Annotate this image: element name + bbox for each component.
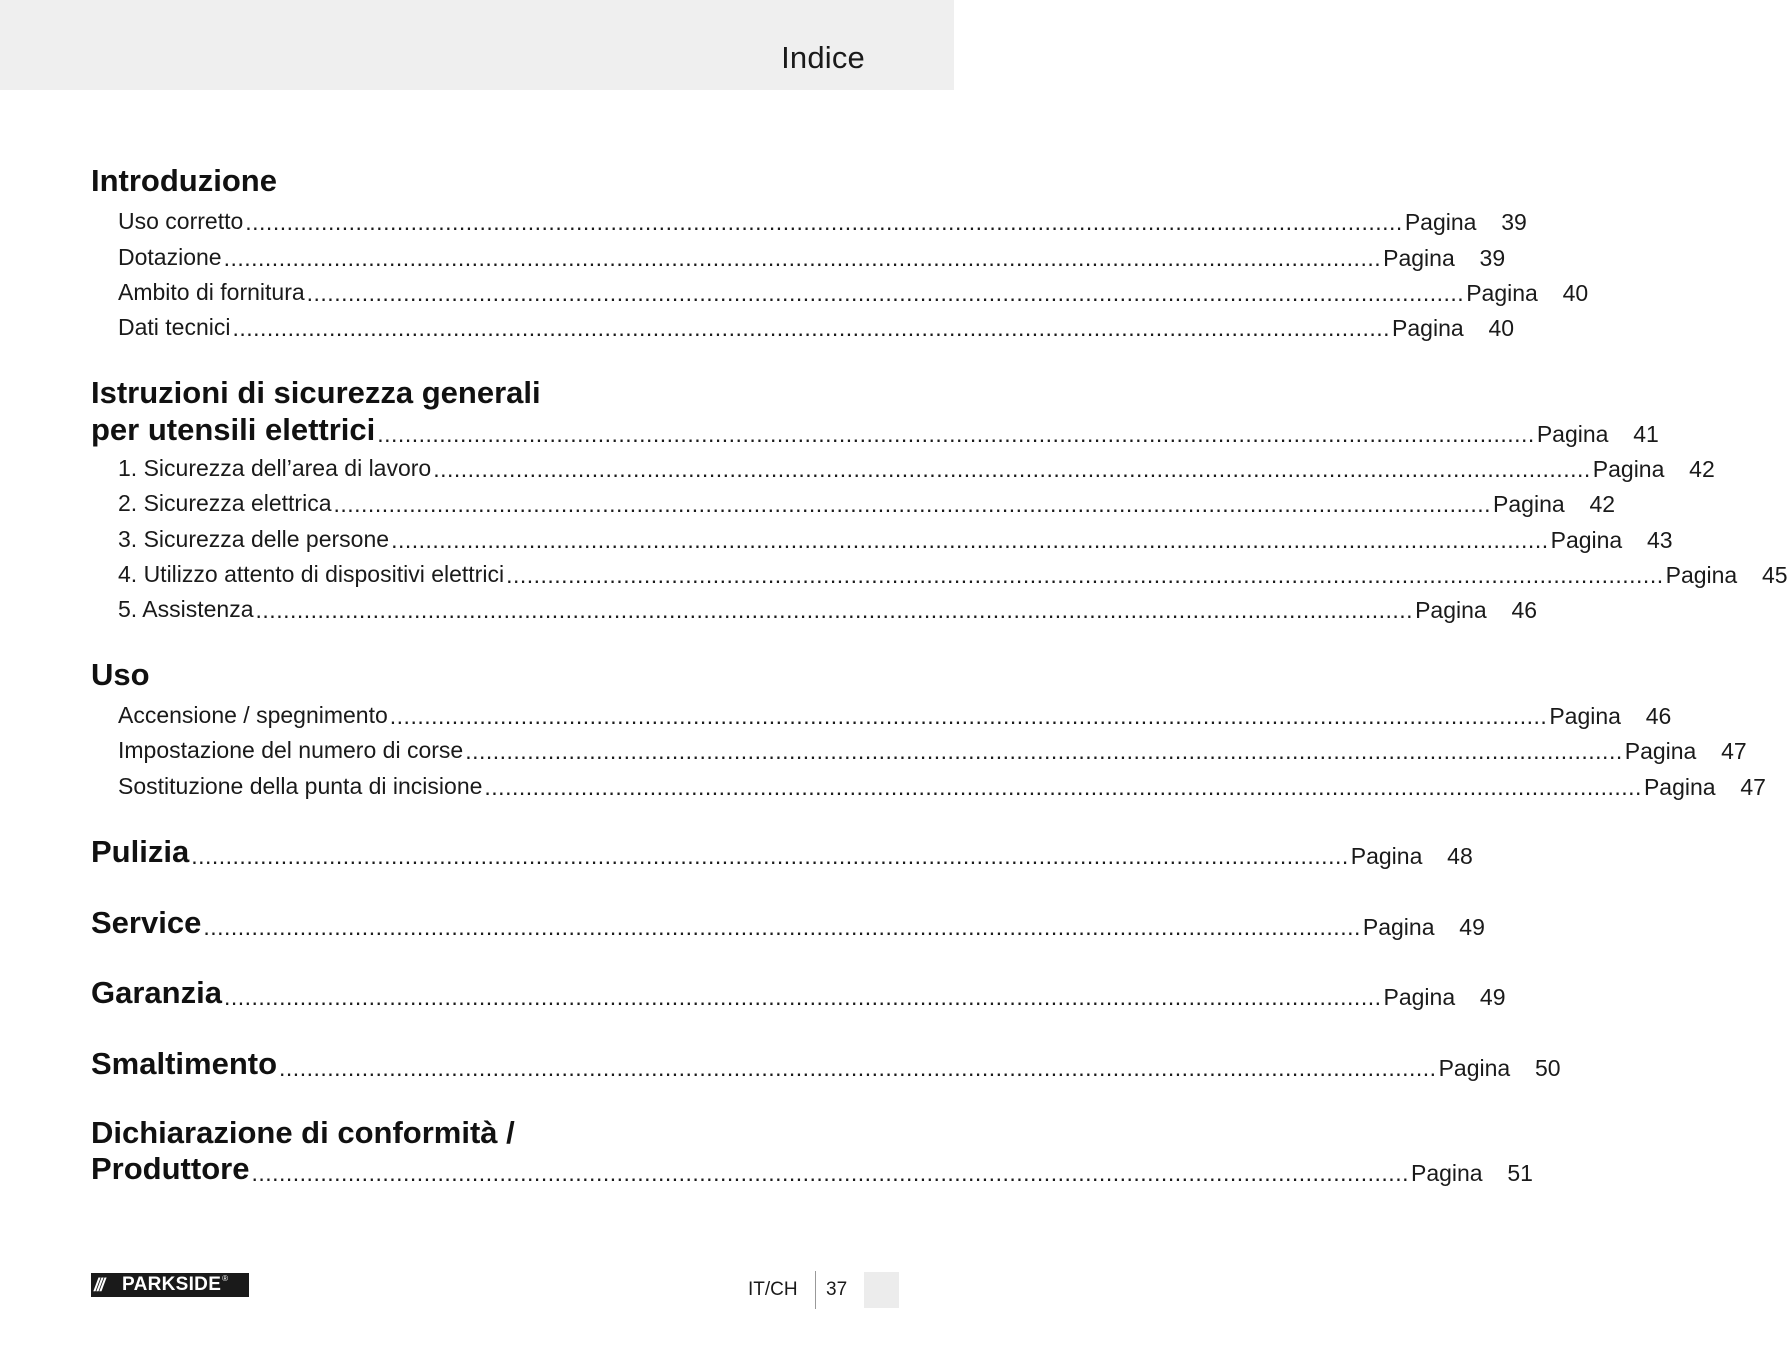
page-word: Pagina bbox=[1392, 315, 1464, 341]
dot-leader: ........................................................................................................................................................................ bbox=[251, 1160, 1409, 1186]
dot-leader: ........................................................................................................................................................................ bbox=[223, 984, 1382, 1010]
page-number: 49 bbox=[1479, 984, 1506, 1010]
toc-entry-label: Uso corretto bbox=[118, 208, 244, 234]
toc-heading-entry bbox=[91, 974, 1506, 1010]
dot-leader: ........................................................................................................................................................................ bbox=[389, 703, 1548, 729]
toc-entry-label: 1. Sicurezza dell’area di lavoro bbox=[118, 455, 432, 481]
dot-leader: ........................................................................................................................................................................ bbox=[232, 315, 1391, 341]
dot-leader: ........................................................................................................................................................................ bbox=[506, 562, 1664, 588]
section-title-pulizia: Pulizia bbox=[91, 834, 190, 869]
page-number: 42 bbox=[1589, 491, 1616, 517]
section-title-dichiarazione-line2: Produttore bbox=[91, 1151, 250, 1186]
toc-entry bbox=[91, 203, 1527, 235]
section-title-uso: Uso bbox=[91, 657, 150, 692]
section-title-garanzia: Garanzia bbox=[91, 975, 222, 1010]
section-title-dichiarazione-line1: Dichiarazione di conformità / bbox=[91, 1115, 515, 1150]
dot-leader: ........................................................................................................................................................................ bbox=[223, 245, 1382, 271]
dot-leader: ........................................................................................................................................................................ bbox=[333, 491, 1492, 517]
toc-entry-label: Dotazione bbox=[118, 244, 222, 270]
page-word: Pagina bbox=[1415, 597, 1487, 623]
toc-entry-label: 5. Assistenza bbox=[118, 596, 254, 622]
toc-entry bbox=[91, 450, 1715, 482]
page-number: 42 bbox=[1689, 456, 1715, 482]
page-number: 45 bbox=[1762, 562, 1788, 588]
toc-heading-entry bbox=[91, 411, 1659, 447]
page-number: 39 bbox=[1479, 245, 1506, 271]
section-title-smaltimento: Smaltimento bbox=[91, 1046, 278, 1081]
toc-entry-label: Sostituzione della punta di incisione bbox=[118, 773, 483, 799]
page-number: 47 bbox=[1721, 738, 1747, 764]
section-title-introduzione: Introduzione bbox=[91, 163, 277, 198]
section-title-service: Service bbox=[91, 905, 202, 940]
logo-slashes-icon: /// bbox=[94, 1274, 104, 1295]
toc-entry-label: Impostazione del numero di corse bbox=[118, 737, 464, 763]
section-title-sicurezza-line1: Istruzioni di sicurezza generali bbox=[91, 375, 541, 410]
toc-heading-entry bbox=[91, 1150, 1533, 1186]
logo-text: PARKSIDE bbox=[122, 1274, 222, 1295]
toc-entry-label: 4. Utilizzo attento di dispositivi elettrici bbox=[118, 561, 505, 587]
toc-entry bbox=[91, 732, 1747, 764]
page-word: Pagina bbox=[1350, 843, 1423, 869]
page-word: Pagina bbox=[1493, 491, 1565, 517]
parkside-logo bbox=[91, 1273, 249, 1297]
page-word: Pagina bbox=[1383, 984, 1456, 1010]
dot-leader: ........................................................................................................................................................................ bbox=[391, 527, 1549, 553]
page-word: Pagina bbox=[1550, 527, 1623, 553]
toc-entry-label: 2. Sicurezza elettrica bbox=[118, 490, 332, 516]
page-number: 47 bbox=[1740, 774, 1766, 800]
toc-heading-entry bbox=[91, 833, 1473, 869]
page-word: Pagina bbox=[1362, 914, 1435, 940]
toc-entry bbox=[91, 591, 1538, 623]
toc-entry bbox=[91, 768, 1766, 800]
dot-leader: ........................................................................................................................................................................ bbox=[306, 280, 1465, 306]
toc-entry bbox=[91, 239, 1506, 271]
dot-leader: ........................................................................................................................................................................ bbox=[279, 1055, 1437, 1081]
page-word: Pagina bbox=[1404, 209, 1477, 235]
toc-entry-label: Dati tecnici bbox=[118, 314, 231, 340]
footer-divider bbox=[815, 1271, 816, 1309]
page-number: 39 bbox=[1501, 209, 1527, 235]
dot-leader: ........................................................................................................................................................................ bbox=[191, 843, 1349, 869]
page-word: Pagina bbox=[1466, 280, 1538, 306]
language-code: IT/CH bbox=[748, 1279, 798, 1300]
page-word: Pagina bbox=[1549, 703, 1621, 729]
page-word: Pagina bbox=[1410, 1160, 1483, 1186]
dot-leader: ........................................................................................................................................................................ bbox=[465, 738, 1623, 764]
toc-entry bbox=[91, 697, 1672, 729]
toc-heading-entry bbox=[91, 1045, 1561, 1081]
toc-entry-label: 3. Sicurezza delle persone bbox=[118, 526, 390, 552]
page-word: Pagina bbox=[1665, 562, 1738, 588]
page-number: 48 bbox=[1447, 843, 1473, 869]
page-number: 51 bbox=[1507, 1160, 1533, 1186]
page-word: Pagina bbox=[1383, 245, 1455, 271]
dot-leader: ........................................................................................................................................................................ bbox=[255, 597, 1414, 623]
page-word: Pagina bbox=[1438, 1055, 1511, 1081]
registered-mark: ® bbox=[222, 1273, 229, 1283]
page-word: Pagina bbox=[1624, 738, 1697, 764]
page-title: Indice bbox=[781, 40, 865, 75]
page-word: Pagina bbox=[1592, 456, 1665, 482]
page-number: 43 bbox=[1647, 527, 1673, 553]
page-number-footer: 37 bbox=[826, 1279, 848, 1300]
page-number: 46 bbox=[1645, 703, 1672, 729]
page-number: 40 bbox=[1488, 315, 1515, 341]
toc-entry-label: Accensione / spegnimento bbox=[118, 702, 388, 728]
toc-entry bbox=[91, 274, 1589, 306]
footer-tab-marker bbox=[864, 1272, 899, 1308]
toc-heading-entry bbox=[91, 904, 1485, 940]
page-number: 49 bbox=[1459, 914, 1485, 940]
page-number: 50 bbox=[1534, 1055, 1561, 1081]
toc-entry bbox=[91, 309, 1515, 341]
page-number: 41 bbox=[1633, 421, 1659, 447]
page-word: Pagina bbox=[1643, 774, 1716, 800]
toc-entry bbox=[91, 485, 1616, 517]
dot-leader: ........................................................................................................................................................................ bbox=[433, 456, 1591, 482]
toc-entry bbox=[91, 556, 1788, 588]
toc-entry bbox=[91, 521, 1673, 553]
page-word: Pagina bbox=[1536, 421, 1609, 447]
page-number: 40 bbox=[1562, 280, 1589, 306]
page-number: 46 bbox=[1511, 597, 1538, 623]
section-title-sicurezza-line2: per utensili elettrici bbox=[91, 412, 376, 447]
dot-leader: ........................................................................................................................................................................ bbox=[377, 421, 1535, 447]
dot-leader: ........................................................................................................................................................................ bbox=[484, 774, 1642, 800]
toc-entry-label: Ambito di fornitura bbox=[118, 279, 305, 305]
dot-leader: ........................................................................................................................................................................ bbox=[245, 209, 1403, 235]
dot-leader: ........................................................................................................................................................................ bbox=[203, 914, 1361, 940]
